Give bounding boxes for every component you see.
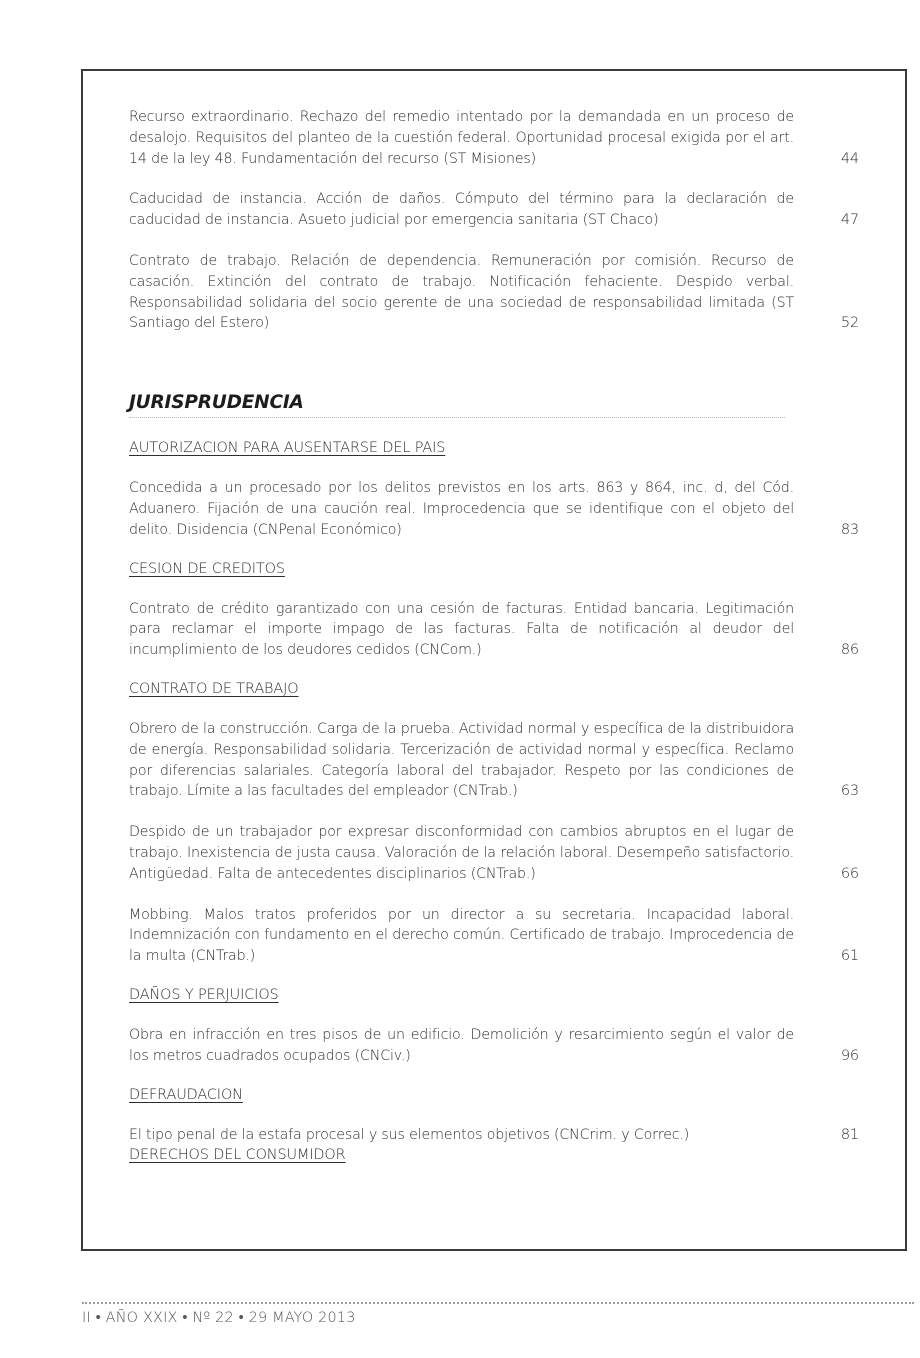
entry-text: Concedida a un procesado por los delitos previstos en los arts. 863 y 864, inc. d, del Cód. Aduanero. Fijación de una caución real. Improcedencia que se identifique con el objeto del delito. Disidencia (CNPenal Económico) <box>129 480 794 538</box>
entry-text: Despido de un trabajador por expresar disconformidad con cambios abruptos en el lugar de trabajo. Inexistencia de justa causa. Valoración de la relación laboral. Desempeño satisfactorio. Antigüedad. Falta de antecedentes disciplinarios (CNTrab.) <box>129 824 794 882</box>
rubric-heading: DAÑOS Y PERJUICIOS <box>129 986 279 1003</box>
rubric-heading: DEFRAUDACION <box>129 1086 243 1103</box>
index-entry <box>129 822 859 884</box>
entry-text: Contrato de trabajo. Relación de dependencia. Remuneración por comisión. Recurso de casación. Extinción del contrato de trabajo. Notificación fehaciente. Despido verbal. Responsabilidad solidaria del socio gerente de una sociedad de responsabilidad limitada (ST Santiago del Estero) <box>129 252 794 332</box>
page-number: 96 <box>840 1047 859 1064</box>
entry-text: Caducidad de instancia. Acción de daños. Cómputo del término para la declaración de caducidad de instancia. Asueto judicial por emergencia sanitaria (ST Chaco) <box>129 191 794 229</box>
rubric-heading: AUTORIZACION PARA AUSENTARSE DEL PAIS <box>129 440 446 457</box>
rubric-heading: DERECHOS DEL CONSUMIDOR <box>129 1147 346 1164</box>
index-entry <box>129 478 859 540</box>
index-entry <box>129 251 859 334</box>
entry-text: Obrero de la construcción. Carga de la prueba. Actividad normal y específica de la distribuidora de energía. Responsabilidad solidaria. Tercerización de actividad normal y específica. Reclamo por diferencias salariales. Categoría laboral del trabajador. Respeto por las condiciones de trabajo. Límite a las facultades del empleador (CNTrab.) <box>129 720 794 800</box>
index-entry <box>129 599 859 661</box>
page-number: 66 <box>840 865 859 882</box>
page-footer: II • AÑO XXIX • Nº 22 • 29 MAYO 2013 <box>82 1310 356 1326</box>
entry-text: El tipo penal de la estafa procesal y sus elementos objetivos (CNCrim. y Correc.) <box>129 1126 690 1143</box>
index-entry <box>129 189 859 231</box>
page-number: 63 <box>840 783 859 800</box>
index-content <box>129 107 859 1165</box>
index-entry <box>129 1125 859 1146</box>
index-entry <box>129 905 859 967</box>
page-number: 86 <box>840 642 859 659</box>
page-number: 81 <box>840 1126 859 1143</box>
page-number: 83 <box>840 521 859 538</box>
rubric-heading: CESION DE CREDITOS <box>129 560 285 577</box>
section-divider <box>129 417 785 418</box>
entry-text: Obra en infracción en tres pisos de un edificio. Demolición y resarcimiento según el valor de los metros cuadrados ocupados (CNCiv.) <box>129 1026 794 1064</box>
entry-text: Contrato de crédito garantizado con una cesión de facturas. Entidad bancaria. Legitimación para reclamar el importe impago de las facturas. Falta de notificación al deudor del incumplimiento de los deudores cedidos (CNCom.) <box>129 600 794 659</box>
entry-text: Recurso extraordinario. Rechazo del remedio intentado por la demandada en un proceso de desalojo. Requisitos del planteo de la cuestión federal. Oportunidad procesal exigida por el art. 14 de la ley 48. Fundamentación del recurso (ST Misiones) <box>129 109 794 167</box>
page-number: 61 <box>840 948 859 965</box>
index-entry <box>129 719 859 802</box>
index-frame <box>81 69 907 1251</box>
page-number: 44 <box>840 150 859 167</box>
footer-divider <box>82 1302 914 1304</box>
page-number: 52 <box>840 315 859 332</box>
page-number: 47 <box>840 212 859 229</box>
index-entry <box>129 107 859 169</box>
rubric-heading: CONTRATO DE TRABAJO <box>129 680 299 697</box>
section-title: JURISPRUDENCIA <box>129 392 304 414</box>
entry-text: Mobbing. Malos tratos proferidos por un director a su secretaria. Incapacidad laboral. Indemnización con fundamento en el derecho común. Certificado de trabajo. Improcedencia de la multa (CNTrab.) <box>129 906 794 965</box>
index-entry <box>129 1025 859 1067</box>
